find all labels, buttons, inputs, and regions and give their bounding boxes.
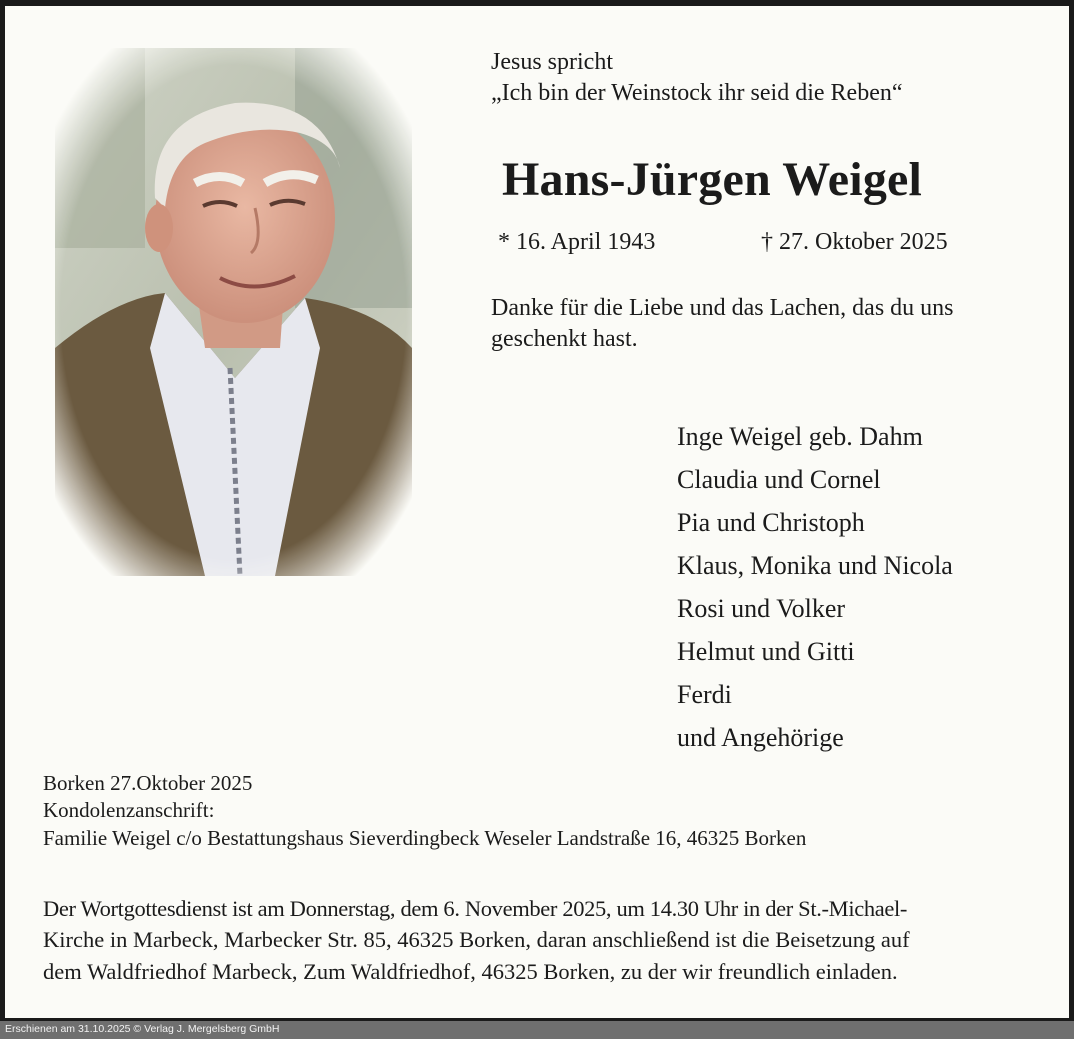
deceased-name: Hans-Jürgen Weigel bbox=[502, 153, 923, 206]
verse-line-2: „Ich bin der Weinstock ihr seid die Reben“ bbox=[491, 80, 903, 106]
service-line-1: Der Wortgottesdienst ist am Donnerstag, dem 6. November 2025, um 14.30 Uhr in der St.-Michael- bbox=[43, 896, 908, 921]
mourner-line: Inge Weigel geb. Dahm bbox=[677, 422, 923, 451]
mourner-line: Ferdi bbox=[677, 680, 732, 709]
mourner-line: Pia und Christoph bbox=[677, 508, 865, 537]
mourner-line: Klaus, Monika und Nicola bbox=[677, 551, 953, 580]
death-date: † 27. Oktober 2025 bbox=[761, 229, 948, 255]
birth-date: * 16. April 1943 bbox=[498, 229, 656, 255]
service-line-2: Kirche in Marbeck, Marbecker Str. 85, 46325 Borken, daran anschließend ist die Beisetzung auf bbox=[43, 927, 910, 952]
mourner-line: Helmut und Gitti bbox=[677, 637, 855, 666]
mourner-line: und Angehörige bbox=[677, 723, 844, 752]
condolence-address: Familie Weigel c/o Bestattungshaus Sieverdingbeck Weseler Landstraße 16, 46325 Borken bbox=[43, 826, 807, 850]
place-date: Borken 27.Oktober 2025 bbox=[43, 771, 253, 795]
portrait-photo bbox=[55, 48, 412, 576]
verse-line-1: Jesus spricht bbox=[491, 49, 613, 75]
service-line-3: dem Waldfriedhof Marbeck, Zum Waldfriedhof, 46325 Borken, zu der wir freundlich einladen. bbox=[43, 959, 898, 984]
condolence-label: Kondolenzanschrift: bbox=[43, 798, 215, 822]
thanks-line-1: Danke für die Liebe und das Lachen, das du uns bbox=[491, 295, 954, 321]
mourner-line: Rosi und Volker bbox=[677, 594, 846, 623]
publication-note: Erschienen am 31.10.2025 © Verlag J. Mergelsberg GmbH bbox=[5, 1023, 280, 1035]
thanks-line-2: geschenkt hast. bbox=[491, 326, 638, 352]
mourner-line: Claudia und Cornel bbox=[677, 465, 881, 494]
